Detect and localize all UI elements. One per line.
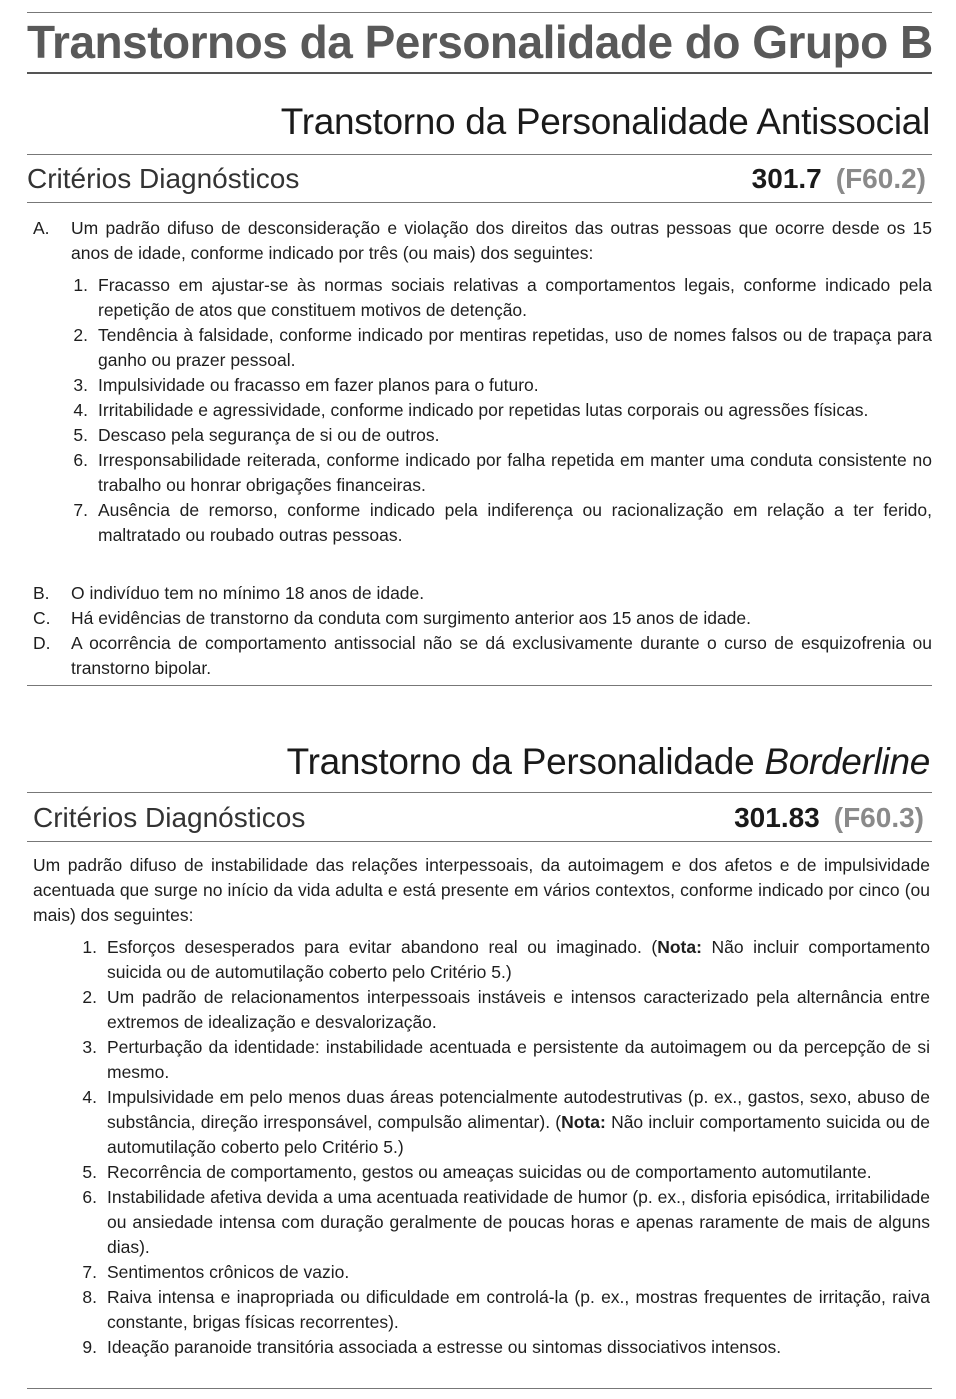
list-item bbox=[66, 273, 932, 323]
diagnostic-code bbox=[752, 161, 926, 197]
borderline-criteria-header bbox=[33, 800, 924, 836]
item-marker: 4. bbox=[82, 1087, 97, 1107]
antisocial-title-rule bbox=[27, 154, 932, 155]
list-item bbox=[66, 323, 932, 373]
item-text: Irresponsabilidade reiterada, conforme indicado por falha repetida em manter uma conduta consistente no trabalho ou honrar obrigações financeiras. bbox=[98, 450, 932, 495]
item-marker: 4. bbox=[73, 400, 88, 420]
criterion-text: Há evidências de transtorno da conduta com surgimento anterior aos 15 anos de idade. bbox=[71, 608, 752, 628]
item-text: Ausência de remorso, conforme indicado pela indiferença ou racionalização em relação a ter ferido, maltratado ou roubado outras pessoas. bbox=[98, 500, 932, 545]
item-marker: 2. bbox=[82, 987, 97, 1007]
borderline-title-prefix: Transtorno da Personalidade bbox=[286, 741, 765, 782]
antisocial-criteria-header bbox=[27, 161, 926, 197]
borderline-title-rule bbox=[27, 792, 932, 793]
criterion-a bbox=[33, 216, 932, 266]
borderline-criteria-rule bbox=[27, 841, 932, 842]
item-marker: 7. bbox=[73, 500, 88, 520]
item-text: Ideação paranoide transitória associada a estresse ou sintomas dissociativos intensos. bbox=[107, 1337, 782, 1357]
dsm-code: 301.7 bbox=[751, 163, 822, 194]
dsm-code: 301.83 bbox=[734, 802, 820, 833]
list-item bbox=[75, 1185, 930, 1260]
item-marker: 1. bbox=[73, 275, 88, 295]
item-marker: 8. bbox=[82, 1287, 97, 1307]
icd-code: (F60.3) bbox=[833, 802, 924, 833]
criterion-text: A ocorrência de comportamento antissocial não se dá exclusivamente durante o curso de esquizofrenia ou transtorno bipolar. bbox=[71, 633, 932, 678]
group-title-rule bbox=[27, 72, 932, 74]
borderline-intro: Um padrão difuso de instabilidade das relações interpessoais, da autoimagem e dos afetos e de impulsividade acentuada que surge no início da vida adulta e está presente em vários contextos, conforme indicado por cinco (ou mais) dos seguintes: bbox=[33, 855, 930, 925]
antisocial-criteria-bcd bbox=[33, 581, 932, 681]
antisocial-items-list bbox=[66, 273, 932, 548]
borderline-end-rule bbox=[27, 1388, 932, 1389]
item-text: Descaso pela segurança de si ou de outros. bbox=[98, 425, 440, 445]
item-marker: 2. bbox=[73, 325, 88, 345]
list-item bbox=[66, 373, 932, 398]
criterion-d bbox=[33, 631, 932, 681]
list-item bbox=[75, 1285, 930, 1335]
criterion-c bbox=[33, 606, 932, 631]
item-marker: 7. bbox=[82, 1262, 97, 1282]
list-item bbox=[66, 448, 932, 498]
item-marker: 6. bbox=[73, 450, 88, 470]
item-text: Sentimentos crônicos de vazio. bbox=[107, 1262, 350, 1282]
antisocial-criterion-a bbox=[33, 216, 932, 266]
criterion-text: O indivíduo tem no mínimo 18 anos de idade. bbox=[71, 583, 425, 603]
borderline-title bbox=[287, 740, 930, 784]
item-marker: 5. bbox=[73, 425, 88, 445]
list-item bbox=[75, 1035, 930, 1085]
item-marker: 9. bbox=[82, 1337, 97, 1357]
list-item bbox=[75, 1160, 930, 1185]
antisocial-end-rule bbox=[27, 685, 932, 686]
note-label: Nota: bbox=[561, 1112, 606, 1132]
item-marker: 3. bbox=[82, 1037, 97, 1057]
item-text: Esforços desesperados para evitar abandono real ou imaginado. ( bbox=[107, 937, 658, 957]
list-item bbox=[75, 1085, 930, 1160]
borderline-title-italic: Borderline bbox=[764, 741, 930, 782]
item-note: Não incluir comportamento suicida ou de automutilação coberto pelo Critério 5.) bbox=[107, 937, 930, 982]
item-text: Impulsividade ou fracasso em fazer planos para o futuro. bbox=[98, 375, 539, 395]
item-marker: 5. bbox=[82, 1162, 97, 1182]
list-item bbox=[66, 498, 932, 548]
item-text: Tendência à falsidade, conforme indicado por mentiras repetidas, uso de nomes falsos ou de trapaça para ganho ou prazer pessoal. bbox=[98, 325, 932, 370]
top-rule bbox=[27, 12, 932, 13]
item-text: Instabilidade afetiva devida a uma acentuada reatividade de humor (p. ex., disforia episódica, irritabilidade ou ansiedade intensa com duração geralmente de poucas horas e apenas raramente de mais de alguns dias). bbox=[107, 1187, 930, 1257]
item-text: Recorrência de comportamento, gestos ou ameaças suicidas ou de comportamento automutilante. bbox=[107, 1162, 872, 1182]
list-item bbox=[75, 1335, 930, 1360]
list-item bbox=[75, 935, 930, 985]
list-item bbox=[75, 985, 930, 1035]
item-note: Não incluir comportamento suicida ou de automutilação coberto pelo Critério 5.) bbox=[107, 1112, 930, 1157]
item-text: Perturbação da identidade: instabilidade acentuada e persistente da autoimagem ou da percepção de si mesmo. bbox=[107, 1037, 930, 1082]
criterion-text: Um padrão difuso de desconsideração e violação dos direitos das outras pessoas que ocorre desde os 15 anos de idade, conforme indicado por três (ou mais) dos seguintes: bbox=[71, 218, 932, 263]
item-text: Impulsividade em pelo menos duas áreas potencialmente autodestrutivas (p. ex., gastos, sexo, abuso de substância, direção irresponsável, compulsão alimentar). ( bbox=[107, 1087, 930, 1132]
antisocial-criteria-rule bbox=[27, 202, 932, 203]
criterion-marker: D. bbox=[33, 633, 51, 653]
item-marker: 1. bbox=[82, 937, 97, 957]
criterion-marker: C. bbox=[33, 608, 51, 628]
item-marker: 6. bbox=[82, 1187, 97, 1207]
item-text: Um padrão de relacionamentos interpessoais instáveis e intensos caracterizado pela alternância entre extremos de idealização e desvalorização. bbox=[107, 987, 930, 1032]
note-label: Nota: bbox=[657, 937, 702, 957]
diagnostic-code bbox=[734, 800, 924, 836]
antisocial-title: Transtorno da Personalidade Antissocial bbox=[280, 101, 930, 142]
criterion-marker: A. bbox=[33, 218, 50, 238]
item-text: Fracasso em ajustar-se às normas sociais relativas a comportamentos legais, conforme indicado pela repetição de atos que constituem motivos de detenção. bbox=[98, 275, 932, 320]
item-text: Irritabilidade e agressividade, conforme indicado por repetidas lutas corporais ou agressões físicas. bbox=[98, 400, 869, 420]
criterion-marker: B. bbox=[33, 583, 50, 603]
list-item bbox=[66, 398, 932, 423]
criteria-label: Critérios Diagnósticos bbox=[27, 163, 300, 194]
icd-code: (F60.2) bbox=[835, 163, 926, 194]
borderline-items-list bbox=[75, 935, 930, 1360]
item-text: Raiva intensa e inapropriada ou dificuldade em controlá-la (p. ex., mostras frequentes de irritação, raiva constante, brigas físicas recorrentes). bbox=[107, 1287, 930, 1332]
criterion-b bbox=[33, 581, 932, 606]
group-title: Transtornos da Personalidade do Grupo B bbox=[27, 16, 933, 68]
item-marker: 3. bbox=[73, 375, 88, 395]
list-item bbox=[66, 423, 932, 448]
list-item bbox=[75, 1260, 930, 1285]
criteria-label: Critérios Diagnósticos bbox=[33, 802, 306, 833]
